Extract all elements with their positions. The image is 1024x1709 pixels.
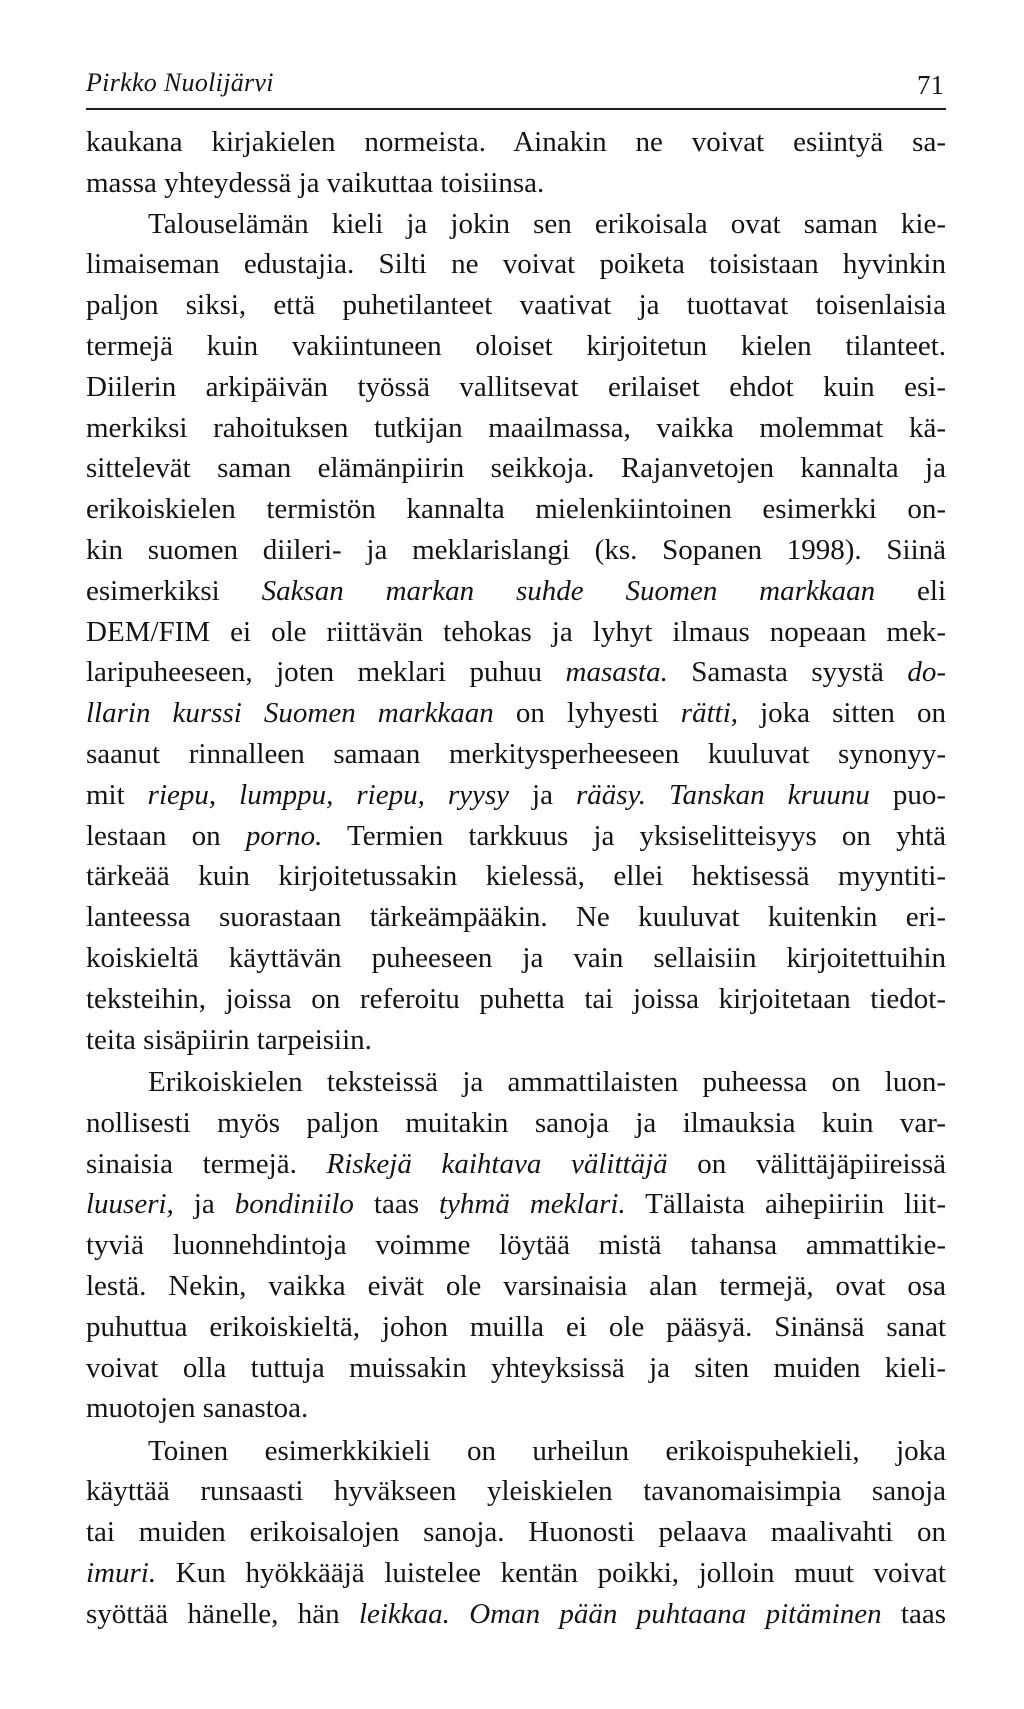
text-line: DEM/FIM ei ole riittävän tehokas ja lyhyt ilmaus nopeaan mek- (86, 615, 946, 648)
running-header (86, 62, 946, 110)
text-line: tyviä luonnehdintoja voimme löytää mistä tahansa ammattikie- (86, 1229, 946, 1262)
text-line: limaiseman edustajia. Silti ne voivat poiketa toisistaan hyvinkin (86, 248, 946, 281)
text-line: lestaan on porno. Termien tarkkuus ja yksiselitteisyys on yhtä (86, 819, 947, 852)
text-line: tai muiden erikoisalojen sanoja. Huonosti pelaava maalivahti on (86, 1516, 946, 1549)
author-name: Pirkko Nuolijärvi (86, 68, 274, 97)
text-line: laripuheeseen, joten meklari puhuu masasta. Samasta syystä do- (86, 656, 946, 689)
text-line: erikoiskielen termistön kannalta mielenkiintoinen esimerkki on- (86, 493, 946, 526)
text-line: koiskieltä käyttävän puheeseen ja vain sellaisiin kirjoitettuihin (86, 941, 946, 974)
text-line: merkiksi rahoituksen tutkijan maailmassa, vaikka molemmat kä- (86, 411, 946, 444)
text-line: luuseri, ja bondiniilo taas tyhmä meklari. Tällaista aihepiiriin liit- (86, 1188, 946, 1221)
text-line: Talouselämän kieli ja jokin sen erikoisala ovat saman kie- (148, 207, 946, 240)
text-line: lanteessa suorastaan tärkeämpääkin. Ne kuuluvat kuitenkin eri- (86, 901, 946, 934)
text-line: paljon siksi, että puhetilanteet vaativat ja tuottavat toisenlaisia (86, 289, 946, 322)
text-line: sinaisia termejä. Riskejä kaihtava välittäjä on välittäjäpiireissä (86, 1147, 946, 1180)
text-line: esimerkiksi Saksan markan suhde Suomen markkaan eli (86, 574, 947, 607)
body-text (86, 122, 946, 1635)
text-line: massa yhteydessä ja vaikuttaa toisiinsa. (86, 166, 545, 199)
text-line: imuri. Kun hyökkääjä luistelee kentän poikki, jolloin muut voivat (86, 1557, 946, 1590)
page-number: 71 (917, 70, 944, 100)
text-line: teita sisäpiirin tarpeisiin. (86, 1023, 372, 1056)
text-line: sittelevät saman elämänpiirin seikkoja. Rajanvetojen kannalta ja (86, 452, 946, 485)
text-line: teksteihin, joissa on referoitu puhetta tai joissa kirjoitetaan tiedot- (86, 982, 946, 1015)
text-line: Diilerin arkipäivän työssä vallitsevat erilaiset ehdot kuin esi- (86, 370, 946, 403)
text-line: puhuttua erikoiskieltä, johon muilla ei ole pääsyä. Sinänsä sanat (86, 1310, 946, 1343)
text-line: kin suomen diileri- ja meklarislangi (ks. Sopanen 1998). Siinä (86, 533, 946, 566)
text-line: lestä. Nekin, vaikka eivät ole varsinaisia alan termejä, ovat osa (86, 1269, 946, 1302)
text-line: termejä kuin vakiintuneen oloiset kirjoitetun kielen tilanteet. (86, 329, 946, 362)
text-line: tärkeää kuin kirjoitetussakin kielessä, ellei hektisessä myyntiti- (86, 860, 946, 893)
text-line: muotojen sanastoa. (86, 1392, 309, 1425)
text-line: kaukana kirjakielen normeista. Ainakin ne voivat esiintyä sa- (86, 126, 946, 158)
text-line: Toinen esimerkkikieli on urheilun erikoispuhekieli, joka (148, 1434, 946, 1467)
text-line: syöttää hänelle, hän leikkaa. Oman pään puhtaana pitäminen taas (86, 1597, 946, 1630)
text-line: nollisesti myös paljon muitakin sanoja ja ilmauksia kuin var- (86, 1106, 946, 1139)
text-line: käyttää runsaasti hyväkseen yleiskielen tavanomaisimpia sanoja (86, 1475, 946, 1508)
text-line: voivat olla tuttuja muissakin yhteyksissä ja siten muiden kieli- (86, 1351, 946, 1384)
text-line: Erikoiskielen teksteissä ja ammattilaisten puheessa on luon- (148, 1065, 946, 1098)
text-line: saanut rinnalleen samaan merkitysperheeseen kuuluvat synonyy- (86, 737, 946, 770)
text-line: mit riepu, lumppu, riepu, ryysy ja rääsy. Tanskan kruunu puo- (86, 778, 946, 811)
text-line: llarin kurssi Suomen markkaan on lyhyesti rätti, joka sitten on (86, 697, 946, 730)
